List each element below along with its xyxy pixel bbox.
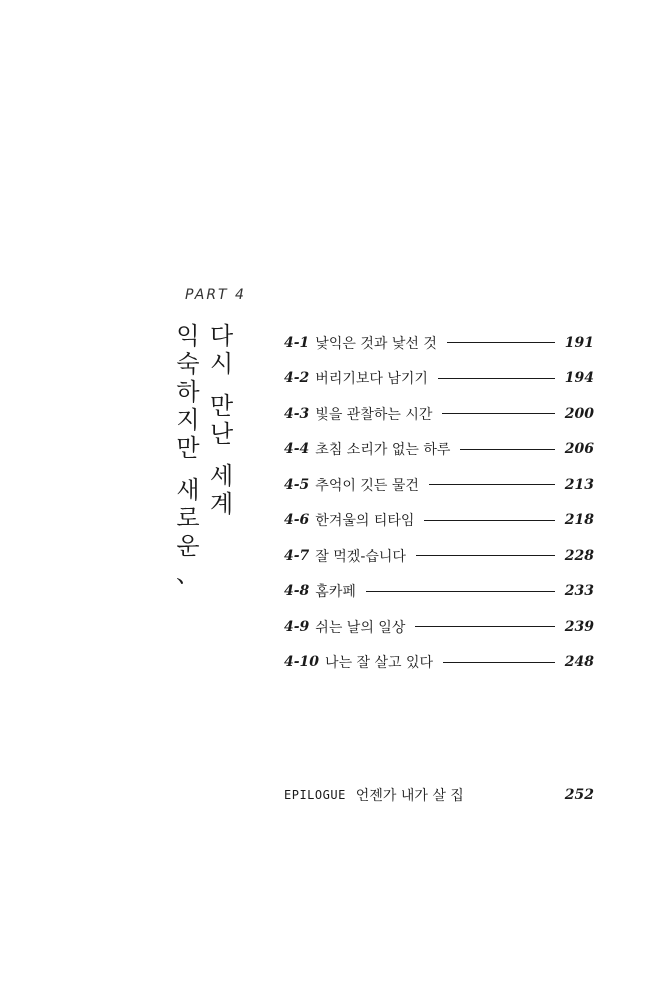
- toc-page: 239: [564, 618, 594, 635]
- leader-line: [415, 626, 554, 627]
- toc-number: 4-10: [284, 654, 320, 671]
- toc-title: 한겨울의 티타임: [315, 513, 415, 530]
- table-of-contents: [284, 325, 594, 680]
- toc-title: 쉬는 날의 일상: [315, 619, 406, 636]
- toc-number: 4-9: [284, 618, 310, 635]
- vertical-char: 익: [176, 322, 200, 350]
- toc-title: 버리기보다 남기기: [315, 371, 428, 388]
- leader-line: [424, 520, 554, 521]
- vertical-char: 난: [210, 420, 234, 448]
- vertical-char: 시: [210, 350, 234, 378]
- toc-number: 4-8: [284, 583, 310, 600]
- vertical-title-right-column: [210, 322, 233, 518]
- toc-page: 213: [564, 476, 594, 493]
- leader-line: [460, 449, 554, 450]
- toc-page: 228: [564, 547, 594, 564]
- toc-number: 4-7: [284, 547, 310, 564]
- toc-number: 4-3: [284, 405, 310, 422]
- part-label: PART 4: [185, 287, 246, 303]
- vertical-char: 지: [176, 406, 200, 434]
- epilogue-row[interactable]: [284, 785, 594, 805]
- toc-page: 233: [564, 583, 594, 600]
- leader-line: [366, 591, 555, 592]
- vertical-char: 계: [210, 490, 234, 518]
- toc-row[interactable]: [284, 538, 594, 574]
- toc-page: 200: [564, 405, 594, 422]
- toc-number: 4-1: [284, 334, 310, 351]
- vertical-title-left-column: [176, 322, 200, 588]
- toc-number: 4-4: [284, 441, 310, 458]
- toc-number: 4-5: [284, 476, 310, 493]
- toc-number: 4-2: [284, 370, 310, 387]
- toc-row[interactable]: [284, 574, 594, 610]
- toc-title: 빛을 관찰하는 시간: [315, 406, 433, 423]
- vertical-char: 운: [176, 532, 200, 560]
- toc-page: 194: [564, 370, 594, 387]
- toc-row[interactable]: [284, 503, 594, 539]
- toc-page: 218: [564, 512, 594, 529]
- leader-line: [429, 484, 555, 485]
- toc-row[interactable]: [284, 645, 594, 681]
- leader-line: [442, 413, 554, 414]
- vertical-char: 숙: [176, 350, 200, 378]
- leader-line: [447, 342, 555, 343]
- epilogue-title: 언젠가 내가 살 집: [355, 788, 464, 804]
- toc-page: 248: [564, 654, 594, 671]
- vertical-char: 로: [176, 504, 200, 532]
- vertical-char: 만: [176, 434, 200, 462]
- vertical-char: 하: [176, 378, 200, 406]
- toc-title: 낯익은 것과 낯선 것: [315, 335, 437, 352]
- toc-number: 4-6: [284, 512, 310, 529]
- toc-title: 추억이 깃든 물건: [315, 477, 419, 494]
- epilogue-page: 252: [564, 787, 594, 803]
- leader-line: [438, 378, 555, 379]
- toc-row[interactable]: [284, 467, 594, 503]
- toc-page: 206: [564, 441, 594, 458]
- toc-page: 191: [564, 334, 594, 351]
- toc-row[interactable]: [284, 361, 594, 397]
- toc-title: 잘 먹겠-습니다: [315, 548, 406, 565]
- toc-title: 나는 잘 살고 있다: [325, 655, 434, 672]
- leader-line: [416, 555, 555, 556]
- vertical-char: 다: [210, 322, 234, 350]
- toc-row[interactable]: [284, 432, 594, 468]
- toc-title: 홈카페: [315, 584, 356, 601]
- vertical-char: 세: [210, 462, 234, 490]
- toc-row[interactable]: [284, 396, 594, 432]
- vertical-char: 새: [176, 476, 200, 504]
- vertical-char: 만: [210, 392, 234, 420]
- toc-row[interactable]: [284, 325, 594, 361]
- vertical-char: 、: [176, 560, 200, 588]
- toc-row[interactable]: [284, 609, 594, 645]
- leader-line: [443, 662, 555, 663]
- epilogue-label: EPILOGUE: [284, 788, 346, 802]
- toc-title: 초침 소리가 없는 하루: [315, 442, 451, 459]
